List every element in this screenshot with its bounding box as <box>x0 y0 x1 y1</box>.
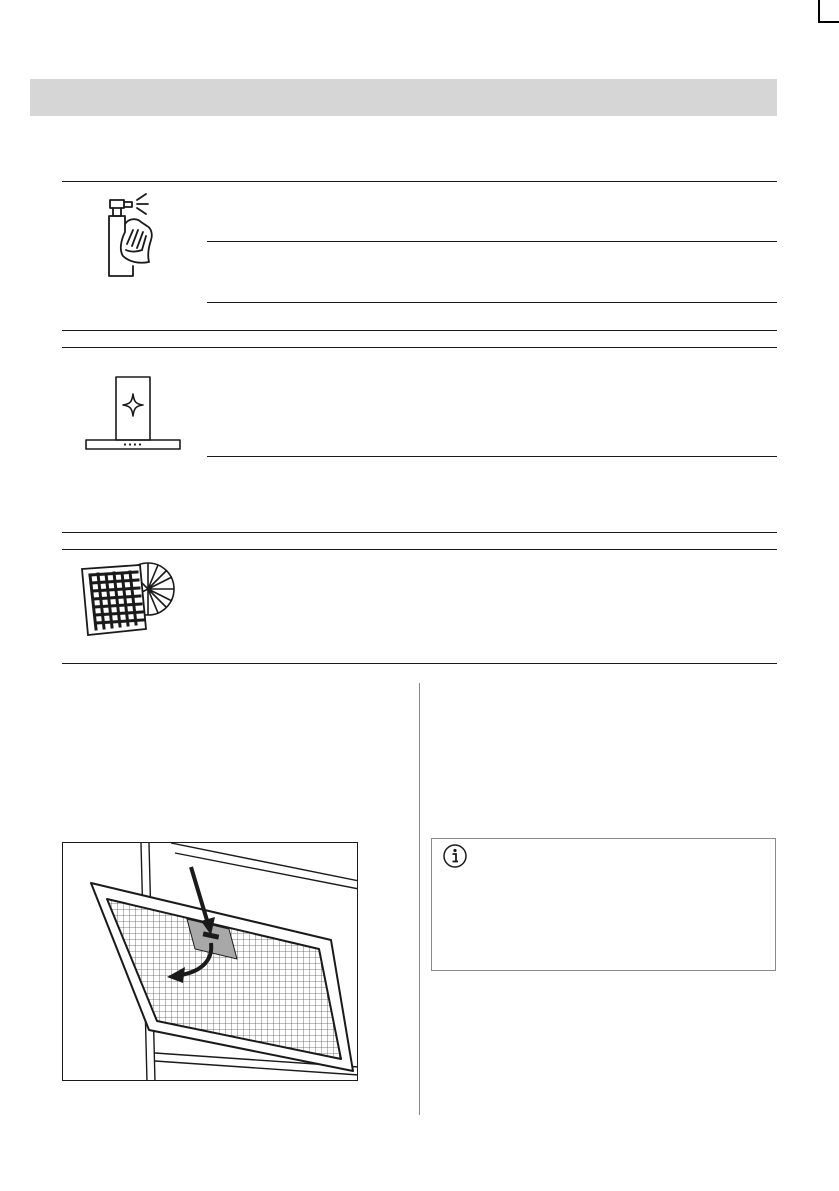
table-row-2-bottom-border <box>62 532 777 533</box>
spray-bottle-cloth-icon <box>100 192 170 282</box>
table-row-2-top-border <box>62 347 777 348</box>
table-row-2-divider <box>207 456 777 457</box>
table-row-1-bottom-border <box>62 330 777 331</box>
table-bottom-border <box>62 663 777 664</box>
grease-filter-icon <box>80 555 176 641</box>
table-row-3-top-border <box>62 549 777 550</box>
grease-filter-removal-illustration <box>62 842 358 1081</box>
table-row-1-divider-2 <box>207 302 777 303</box>
filter-removal-drawing <box>63 843 358 1081</box>
hood-sparkle-icon <box>84 374 182 452</box>
column-divider <box>419 683 420 1115</box>
info-icon <box>442 843 468 869</box>
note-box <box>431 838 776 971</box>
table-row-1-top-border <box>62 181 777 182</box>
section-header-bar <box>30 79 777 116</box>
crop-mark-vertical <box>818 0 820 22</box>
crop-mark-horizontal <box>818 21 839 23</box>
table-row-1-divider <box>207 241 777 242</box>
